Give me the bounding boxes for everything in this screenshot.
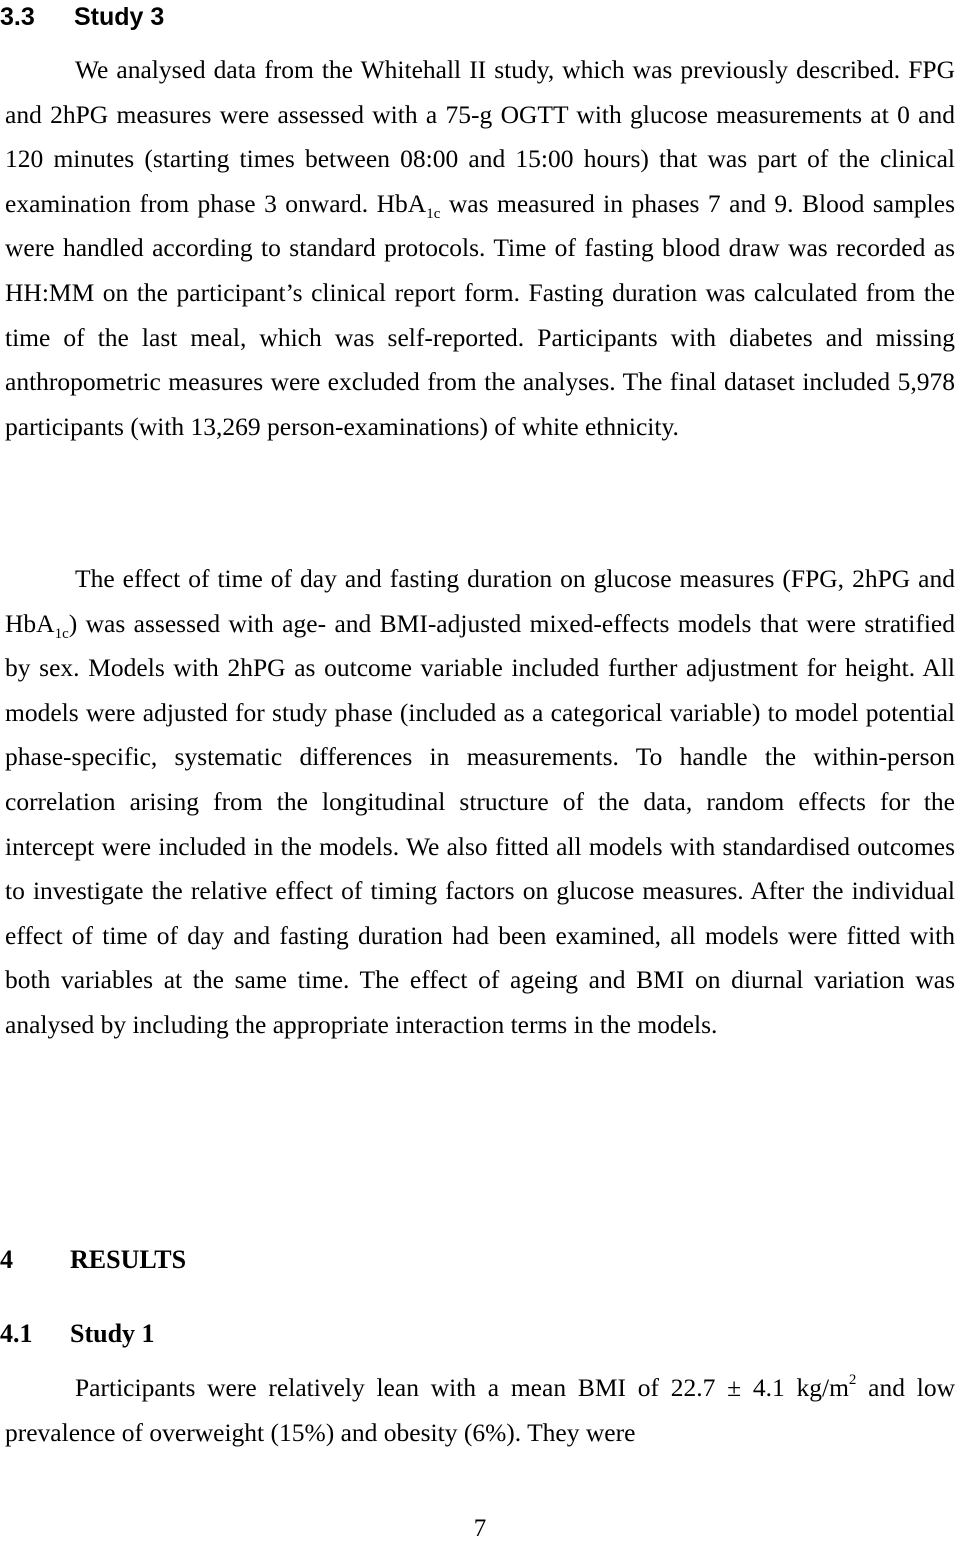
- section-number: 3.3: [0, 3, 35, 31]
- paragraph-text: and low prevalence of overweight (15%) and obesity (6%). They were: [5, 1373, 955, 1447]
- paragraph-text: ) was assessed with age- and BMI-adjusted mixed-effects models that were stratified by sex. Models with 2hPG as outcome variable included further adjustment for height. All models were adjusted for study phase (included as a categorical variable) to model potential phase-specific, systematic differences in measurements. To handle the within-person correlation arising from the longitudinal structure of the data, random effects for the intercept were included in the models. We also fitted all models with standardised outcomes to investigate the relative effect of timing factors on glucose measures. After the individual effect of time of day and fasting duration had been examined, all models were fitted with both variables at the same time. The effect of ageing and BMI on diurnal variation was analysed by including the appropriate interaction terms in the models.: [5, 608, 955, 1039]
- paragraph-study-1-results: [5, 1366, 955, 1455]
- section-heading-4-1: [0, 1314, 155, 1354]
- section-title: Study 1: [70, 1319, 155, 1348]
- paragraph-text: Participants were relatively lean with a mean BMI of 22.7 ± 4.1 kg/m: [75, 1373, 849, 1402]
- section-number: 4.1: [0, 1319, 33, 1348]
- section-title: RESULTS: [70, 1245, 187, 1274]
- page-number: 7: [473, 1515, 487, 1542]
- section-heading-3-3: [0, 0, 164, 34]
- section-title: Study 3: [74, 3, 165, 31]
- subscript-1c: 1c: [54, 625, 69, 642]
- superscript-2: 2: [848, 1372, 857, 1388]
- paragraph-text: The effect of time of day and fasting duration on glucose measures (FPG, 2hPG and HbA: [5, 564, 955, 638]
- paragraph-text: was measured in phases 7 and 9. Blood samples were handled according to standard protocols. Time of fasting blood draw was recorded as HH:MM on the participant’s clinical report form. Fasting duration was calculated from the time of the last meal, which was self-reported. Participants with diabetes and missing anthropometric measures were excluded from the analyses. The final dataset included 5,978 participants (with 13,269 person-examinations) of white ethnicity.: [5, 188, 955, 441]
- paragraph-text: We analysed data from the Whitehall II study, which was previously described. FPG and 2hPG measures were assessed with a 75-g OGTT with glucose measurements at 0 and 120 minutes (starting times between 08:00 and 15:00 hours) that was part of the clinical examination from phase 3 onward. HbA: [5, 55, 955, 218]
- paragraph-study-3-methods: [5, 48, 955, 449]
- section-heading-4: [0, 1240, 186, 1280]
- subscript-1c: 1c: [426, 205, 441, 222]
- paragraph-statistical-models: [5, 557, 955, 1048]
- section-number: 4: [0, 1245, 13, 1274]
